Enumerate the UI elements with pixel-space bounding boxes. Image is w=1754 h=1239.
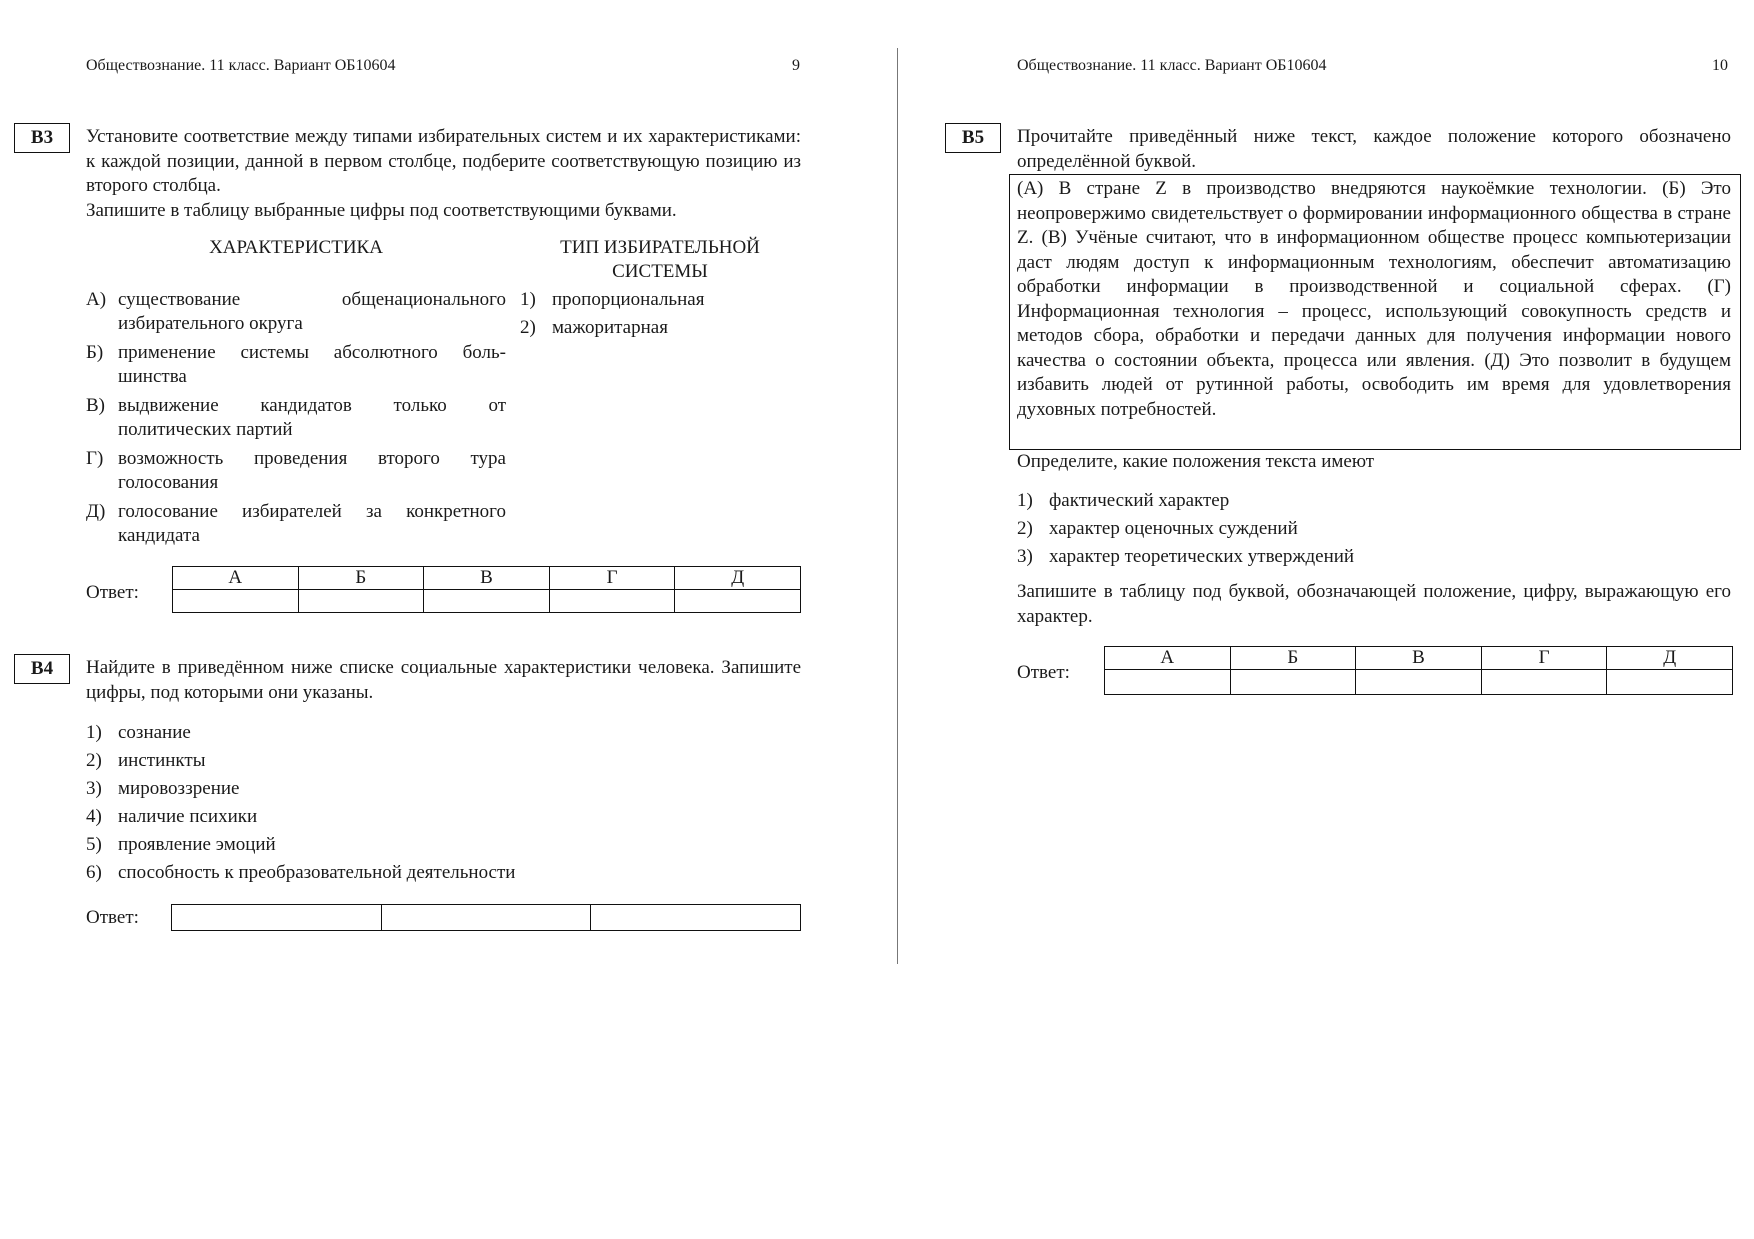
b3-column-header-characteristic: ХАРАКТЕРИСТИКА: [209, 237, 383, 258]
b4-instruction: Найдите в приведённом ниже списке социальные характеристики человека. Запишите цифры, под которыми они указаны.: [86, 657, 801, 703]
item-text: характер оценочных суждений: [1049, 518, 1298, 539]
answer-cell[interactable]: [173, 590, 299, 613]
item-marker: 1): [86, 722, 102, 743]
answer-column-header: Б: [1230, 647, 1356, 670]
item-text: мировоззрение: [118, 778, 240, 799]
answer-cell[interactable]: [549, 590, 675, 613]
item-marker: 5): [86, 834, 102, 855]
item-text: фактический характер: [1049, 490, 1230, 511]
b5-instruction-2: Запишите в таблицу под буквой, обозначающей положение, цифру, выражающую его характер.: [1017, 581, 1731, 627]
item-text: мажоритарная: [552, 317, 668, 338]
item-marker: 2): [1017, 518, 1033, 539]
answer-cell[interactable]: [675, 590, 801, 613]
answer-cell[interactable]: [424, 590, 550, 613]
answer-cell[interactable]: [1607, 670, 1733, 695]
b4-list-item: [86, 805, 257, 829]
item-marker: 1): [520, 289, 536, 310]
b3-column-header-type-line2: СИСТЕМЫ: [612, 261, 708, 282]
item-text: проявление эмоций: [118, 834, 276, 855]
b5-question: Определите, какие положения текста имеют: [1017, 451, 1375, 472]
b4-answer-label: Ответ:: [86, 907, 139, 928]
b5-answer-label: Ответ:: [1017, 662, 1070, 683]
b3-characteristic-item: [86, 288, 506, 336]
task-label-b4: В4: [14, 654, 70, 684]
answer-cell[interactable]: [381, 905, 591, 931]
item-marker: 2): [520, 317, 536, 338]
b4-list-item: [86, 721, 191, 745]
b3-column-header-type: [520, 236, 800, 284]
answer-cell[interactable]: [1356, 670, 1482, 695]
answer-column-header: А: [173, 567, 299, 590]
item-text: наличие психики: [118, 806, 258, 827]
answer-column-header: Б: [298, 567, 424, 590]
b3-characteristic-item: [86, 447, 506, 495]
b5-option: [1017, 489, 1229, 513]
item-text: существование общенационального избирательного округа: [118, 289, 506, 334]
b5-instruction: Прочитайте приведённый ниже текст, каждое положение которого обозначено определённой буквой.: [1017, 126, 1731, 172]
b5-answer-table: [1104, 646, 1733, 695]
answer-column-header: В: [1356, 647, 1482, 670]
b4-list-item: [86, 777, 239, 801]
page-number: 9: [792, 57, 800, 74]
item-marker: А): [86, 289, 107, 310]
item-marker: 4): [86, 806, 102, 827]
page-number: 10: [1712, 57, 1728, 74]
b3-type-item: [520, 288, 704, 312]
page-header: Обществознание. 11 класс. Вариант ОБ10604: [86, 57, 396, 74]
b4-list-item: [86, 833, 276, 857]
item-marker: Д): [86, 501, 106, 522]
b3-instruction-text-2: Запишите в таблицу выбранные цифры под соответствующими буквами.: [86, 199, 677, 221]
b4-answer-table: [171, 904, 801, 931]
answer-cell[interactable]: [591, 905, 801, 931]
b5-option: [1017, 545, 1354, 569]
item-marker: Б): [86, 342, 104, 363]
b3-answer-table: [172, 566, 801, 613]
b3-type-item: [520, 316, 668, 340]
page-header: Обществознание. 11 класс. Вариант ОБ10604: [1017, 57, 1327, 74]
item-text: способность к преобразовательной деятельности: [118, 862, 516, 883]
item-text: характер теоретических утверждений: [1049, 546, 1355, 567]
item-text: применение системы абсолютного боль-шинства: [118, 342, 506, 387]
b3-answer-label: Ответ:: [86, 582, 139, 603]
task-label-b3: В3: [14, 123, 70, 153]
answer-column-header: Д: [675, 567, 801, 590]
b3-characteristic-item: [86, 500, 506, 548]
right-page: [898, 0, 1754, 1239]
answer-column-header: В: [424, 567, 550, 590]
item-text: голосование избирателей за конкретного кандидата: [118, 501, 506, 546]
answer-column-header: Г: [1481, 647, 1607, 670]
b3-column-header-type-line1: ТИП ИЗБИРАТЕЛЬНОЙ: [560, 237, 760, 258]
answer-cell[interactable]: [1230, 670, 1356, 695]
b5-passage: (А) В стране Z в производство внедряются наукоёмкие технологии. (Б) Это неопровержимо свидетельствует о формировании информационного общества в стране Z. (В) Учёные считают, что в информационном обществе процесс компьютеризации даст людям доступ к информационным технологиям, обеспечит автоматизацию обработки информации в производственной и социальной сферах. (Г) Информационная технология – процесс, использующий совокупность средств и методов сбора, обработки и передачи данных для получения информации нового качества о состоянии объекта, процесса или явления. (Д) Это позволит в будущем избавить людей от рутинной работы, освободить им время для удовлетворения духовных потребностей.: [1017, 178, 1731, 420]
item-marker: 1): [1017, 490, 1033, 511]
answer-column-header: А: [1105, 647, 1231, 670]
answer-column-header: Г: [549, 567, 675, 590]
answer-column-header: Д: [1607, 647, 1733, 670]
item-marker: 6): [86, 862, 102, 883]
item-text: выдвижение кандидатов только от политических партий: [118, 395, 506, 440]
item-marker: 3): [1017, 546, 1033, 567]
item-marker: 3): [86, 778, 102, 799]
answer-cell[interactable]: [1105, 670, 1231, 695]
task-label-b5: В5: [945, 123, 1001, 153]
b3-instruction-text: Установите соответствие между типами избирательных систем и их характеристиками: к каждой позиции, данной в первом столбце, подберите соответствующую позицию из второго столбца.: [86, 126, 801, 196]
item-marker: Г): [86, 448, 104, 469]
b3-instruction: [86, 125, 801, 223]
item-text: возможность проведения второго тура голосования: [118, 448, 506, 493]
item-text: пропорциональная: [552, 289, 705, 310]
b4-list-item: [86, 861, 515, 885]
item-text: сознание: [118, 722, 191, 743]
answer-cell[interactable]: [1481, 670, 1607, 695]
b4-list-item: [86, 749, 205, 773]
answer-cell[interactable]: [172, 905, 382, 931]
answer-cell[interactable]: [298, 590, 424, 613]
item-marker: 2): [86, 750, 102, 771]
b5-option: [1017, 517, 1298, 541]
item-text: инстинкты: [118, 750, 206, 771]
b3-characteristic-item: [86, 341, 506, 389]
item-marker: В): [86, 395, 105, 416]
b3-characteristic-item: [86, 394, 506, 442]
